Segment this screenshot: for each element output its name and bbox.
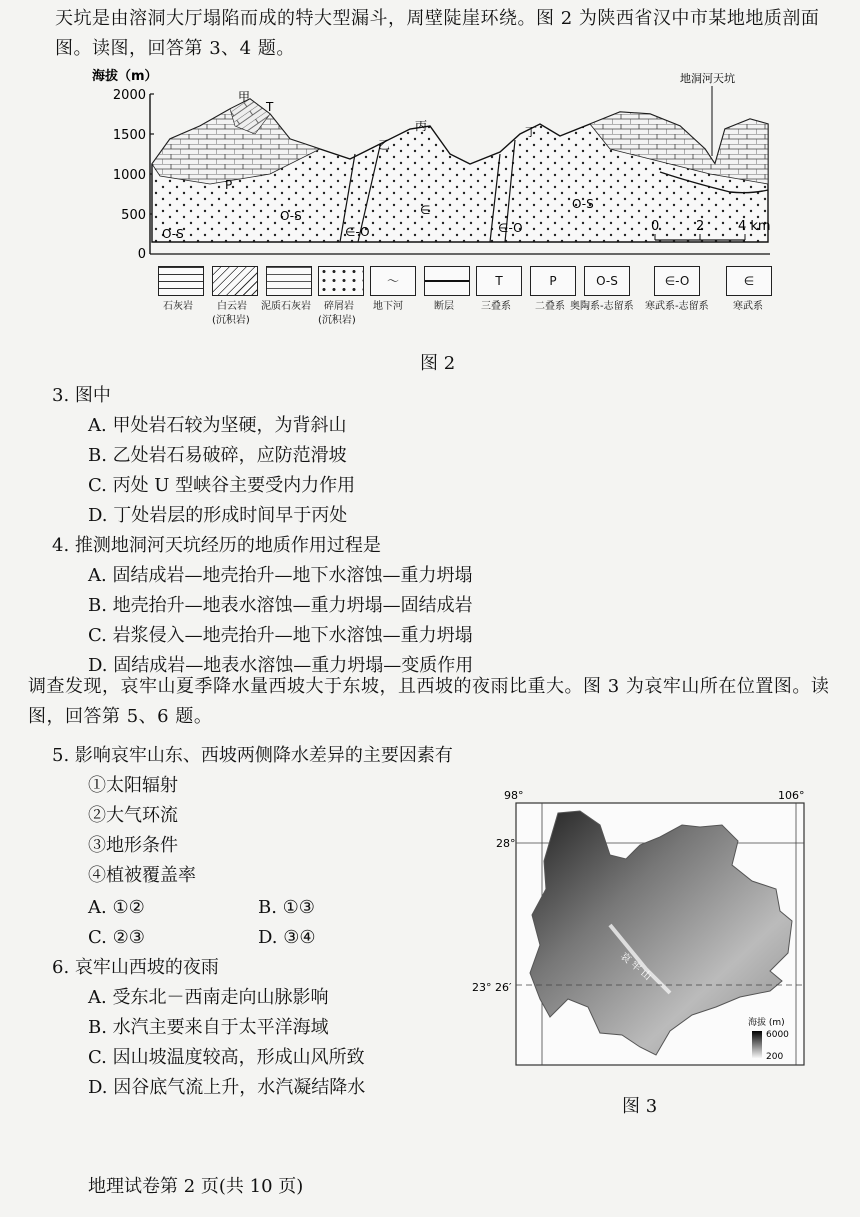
svg-text:0: 0	[651, 219, 660, 234]
figure3-caption: 图 3	[622, 1096, 658, 1117]
tiankeng-label: 地洞河天坑	[680, 72, 735, 85]
y-tick-1500: 1500	[112, 128, 146, 143]
unit-label-eo-1: ∈-O	[345, 225, 370, 239]
unit-label-os-1: O-S	[162, 227, 184, 241]
q4-stem: 4. 推测地洞河天坑经历的地质作用过程是	[52, 535, 381, 556]
elevation-legend-title: 海拔 (m)	[748, 1018, 785, 1028]
q5-item-4: ④植被覆盖率	[88, 865, 196, 886]
figure3-location-map	[470, 785, 810, 1070]
ailao-mountain-label: 哀 牢 山	[618, 950, 653, 983]
intro-paragraph-2: 调查发现，哀牢山夏季降水量西坡大于东坡，且西坡的夜雨比重大。图 3 为哀牢山所在位置图。读图，回答第 5、6 题。	[28, 676, 830, 727]
q6-option-d: D. 因谷底气流上升，水汽凝结降水	[88, 1077, 366, 1098]
q5-stem: 5. 影响哀牢山东、西坡两侧降水差异的主要因素有	[52, 745, 453, 766]
lat-label-28: 28°	[496, 837, 516, 850]
svg-text:4 km: 4 km	[738, 219, 771, 234]
site-label-jia: 甲	[238, 90, 251, 104]
q3-option-a: A. 甲处岩石较为坚硬，为背斜山	[88, 415, 347, 436]
q3-option-d: D. 丁处岩层的形成时间早于丙处	[88, 505, 348, 526]
legend-swatch-cambrian: ∈	[726, 266, 772, 296]
legend-swatch-cambrian-ordovician: ∈-O	[654, 266, 700, 296]
unit-label-t: T	[266, 100, 274, 114]
q6-option-a: A. 受东北－西南走向山脉影响	[88, 987, 329, 1008]
legend-swatch-permian: P	[530, 266, 576, 296]
q4-option-a: A. 固结成岩—地壳抬升—地下水溶蚀—重力坍塌	[88, 565, 473, 586]
lon-label-106: 106°	[778, 789, 805, 802]
q5-option-b: B. ①③	[258, 897, 315, 918]
legend-swatch-limestone	[158, 266, 204, 296]
legend-swatch-underground-river: ～	[370, 266, 416, 296]
legend-swatch-ordovician-silurian: O-S	[584, 266, 630, 296]
page-footer: 地理试卷第 2 页(共 10 页)	[88, 1176, 304, 1197]
legend-swatch-dolomite	[212, 266, 258, 296]
q6-option-b: B. 水汽主要来自于太平洋海域	[88, 1017, 329, 1038]
unit-label-p: P	[225, 178, 233, 192]
q4-option-c: C. 岩浆侵入—地壳抬升—地下水溶蚀—重力坍塌	[88, 625, 473, 646]
site-label-bing: 丙	[415, 119, 428, 133]
q5-item-1: ①太阳辐射	[88, 775, 178, 796]
q3-option-c: C. 丙处 U 型峡谷主要受内力作用	[88, 475, 356, 496]
q3-stem: 3. 图中	[52, 385, 111, 406]
intro-paragraph-1: 天坑是由溶洞大厅塌陷而成的特大型漏斗，周壁陡崖环绕。图 2 为陕西省汉中市某地地质剖面图。读图，回答第 3、4 题。	[55, 8, 820, 59]
q6-option-c: C. 因山坡温度较高，形成山风所致	[88, 1047, 365, 1068]
q6-stem: 6. 哀牢山西坡的夜雨	[52, 957, 219, 978]
q3-option-b: B. 乙处岩石易破碎，应防范滑坡	[88, 445, 347, 466]
legend-swatch-fault	[424, 266, 470, 296]
q4-option-d: D. 固结成岩—地表水溶蚀—重力坍塌—变质作用	[88, 655, 474, 676]
q5-option-c: C. ②③	[88, 927, 145, 948]
elevation-legend-min: 200	[766, 1052, 784, 1062]
legend-swatch-marly-limestone	[266, 266, 312, 296]
unit-label-e: ∈	[420, 203, 431, 217]
lon-label-98: 98°	[504, 789, 524, 802]
elevation-legend-bar	[752, 1031, 762, 1059]
unit-label-eo-2: ∈-O	[498, 221, 523, 235]
lat-label-23-26: 23° 26′	[472, 981, 512, 994]
figure2-cross-section	[90, 64, 780, 269]
y-axis-title: 海拔（m）	[92, 69, 158, 84]
svg-text:2: 2	[696, 219, 705, 234]
q5-option-a: A. ①②	[88, 897, 145, 918]
q4-option-b: B. 地壳抬升—地表水溶蚀—重力坍塌—固结成岩	[88, 595, 473, 616]
unit-label-os-2: O-S	[280, 209, 302, 223]
q5-option-d: D. ③④	[258, 927, 316, 948]
figure2-caption: 图 2	[420, 353, 456, 374]
q5-item-2: ②大气环流	[88, 805, 178, 826]
site-label-yi: 乙	[378, 138, 391, 152]
y-tick-2000: 2000	[112, 88, 146, 103]
y-tick-0: 0	[137, 247, 146, 262]
elevation-legend-max: 6000	[766, 1030, 789, 1040]
site-label-ding: 丁	[525, 125, 538, 139]
q5-item-3: ③地形条件	[88, 835, 178, 856]
unit-label-os-3: O-S	[572, 197, 594, 211]
legend-swatch-clastic	[318, 266, 364, 296]
legend-swatch-triassic: T	[476, 266, 522, 296]
y-tick-1000: 1000	[112, 168, 146, 183]
y-tick-500: 500	[121, 208, 146, 223]
